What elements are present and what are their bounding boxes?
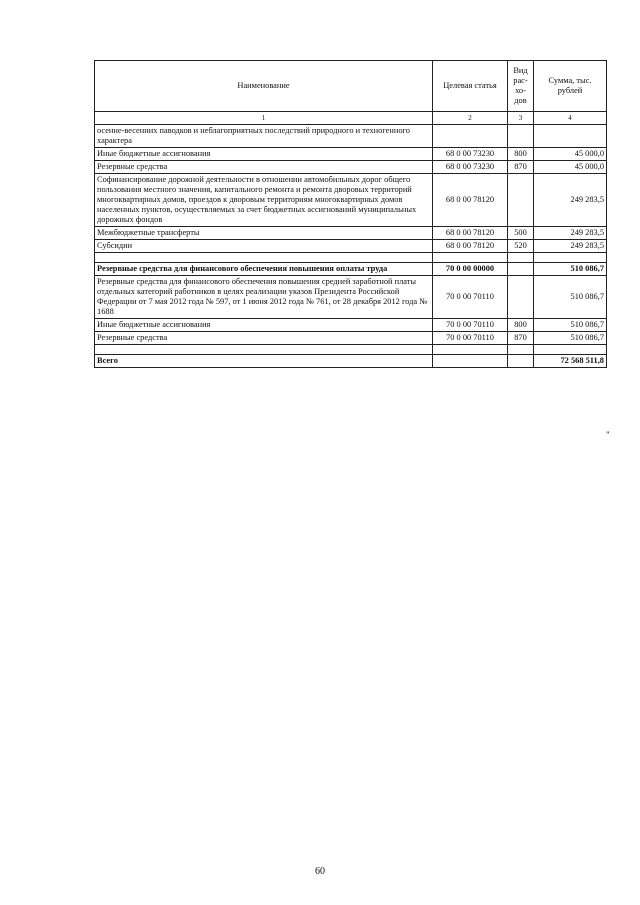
row-target: 70 0 00 70110 — [433, 332, 508, 345]
row-type: 800 — [508, 319, 534, 332]
spacer-cell — [433, 253, 508, 263]
row-type: 800 — [508, 148, 534, 161]
row-type: 500 — [508, 227, 534, 240]
spacer-cell — [534, 253, 607, 263]
row-name: Резервные средства для финансового обеспечения повышения оплаты труда — [95, 263, 433, 276]
row-sum: 510 086,7 — [534, 319, 607, 332]
row-target: 70 0 00 70110 — [433, 276, 508, 319]
table-row — [95, 125, 607, 148]
header-type-line: хо- — [515, 86, 526, 95]
budget-table — [94, 60, 607, 368]
header-type-line: дов — [514, 96, 527, 105]
spacer-row — [95, 253, 607, 263]
column-index: 1 — [95, 112, 433, 125]
row-type: 870 — [508, 332, 534, 345]
header-target: Целевая статья — [433, 61, 508, 112]
row-target: 68 0 00 78120 — [433, 227, 508, 240]
row-target — [433, 355, 508, 368]
row-sum: 45 000,0 — [534, 161, 607, 174]
spacer-cell — [433, 345, 508, 355]
spacer-row — [95, 345, 607, 355]
row-target: 70 0 00 70110 — [433, 319, 508, 332]
column-index: 2 — [433, 112, 508, 125]
row-type: 870 — [508, 161, 534, 174]
column-index-row — [95, 112, 607, 125]
table-row — [95, 319, 607, 332]
row-sum: 510 086,7 — [534, 276, 607, 319]
table-row — [95, 263, 607, 276]
table-row — [95, 227, 607, 240]
table-header-row — [95, 61, 607, 112]
row-name: Иные бюджетные ассигнования — [95, 319, 433, 332]
column-index: 3 — [508, 112, 534, 125]
row-type — [508, 276, 534, 319]
table-row — [95, 148, 607, 161]
spacer-cell — [508, 345, 534, 355]
row-type — [508, 355, 534, 368]
row-sum: 72 568 511,8 — [534, 355, 607, 368]
table-row — [95, 276, 607, 319]
spacer-cell — [95, 345, 433, 355]
row-name: Софинансирование дорожной деятельности в отношении автомобильных дорог общего пользования местного значения, капитального ремонта и ремонта дворовых территорий многоквартирных домов, проездов к дворовым территориям многоквартирных домов населенных пунктов, осуществляемых за счет бюджетных ассигнований муниципальных дорожных фондов — [95, 174, 433, 227]
row-sum — [534, 125, 607, 148]
column-index: 4 — [534, 112, 607, 125]
row-name: Субсидии — [95, 240, 433, 253]
table-row — [95, 355, 607, 368]
row-name: Межбюджетные трансферты — [95, 227, 433, 240]
row-name: Иные бюджетные ассигнования — [95, 148, 433, 161]
row-target: 68 0 00 78120 — [433, 240, 508, 253]
row-sum: 249 283,5 — [534, 174, 607, 227]
spacer-cell — [95, 253, 433, 263]
row-target: 68 0 00 78120 — [433, 174, 508, 227]
table-row — [95, 174, 607, 227]
header-type — [508, 61, 534, 112]
row-sum: 510 086,7 — [534, 332, 607, 345]
row-target: 68 0 00 73230 — [433, 161, 508, 174]
row-name: Всего — [95, 355, 433, 368]
row-type — [508, 174, 534, 227]
row-type — [508, 263, 534, 276]
table-row — [95, 332, 607, 345]
row-sum: 510 086,7 — [534, 263, 607, 276]
row-name: Резервные средства — [95, 161, 433, 174]
row-name: Резервные средства для финансового обеспечения повышения средней заработной платы отдельных категорий работников в целях реализации указов Президента Российской Федерации от 7 мая 2012 года № 597, от 1 июня 2012 года № 761, от 28 декабря 2012 года № 1688 — [95, 276, 433, 319]
header-type-line: рас- — [513, 76, 528, 85]
table-row — [95, 240, 607, 253]
header-sum: Сумма, тыс. рублей — [534, 61, 607, 112]
row-target — [433, 125, 508, 148]
page-number: 60 — [315, 866, 325, 877]
row-sum: 45 000,0 — [534, 148, 607, 161]
row-name: Резервные средства — [95, 332, 433, 345]
row-name: осенне-весенних паводков и неблагоприятных последствий природного и техногенного характера — [95, 125, 433, 148]
spacer-cell — [534, 345, 607, 355]
closing-quote: " — [606, 430, 610, 440]
header-name: Наименование — [95, 61, 433, 112]
row-target: 68 0 00 73230 — [433, 148, 508, 161]
row-sum: 249 283,5 — [534, 227, 607, 240]
row-type: 520 — [508, 240, 534, 253]
row-sum: 249 283,5 — [534, 240, 607, 253]
header-type-line: Вид — [513, 66, 528, 75]
spacer-cell — [508, 253, 534, 263]
row-type — [508, 125, 534, 148]
table-row — [95, 161, 607, 174]
table-body — [95, 125, 607, 368]
row-target: 70 0 00 00000 — [433, 263, 508, 276]
